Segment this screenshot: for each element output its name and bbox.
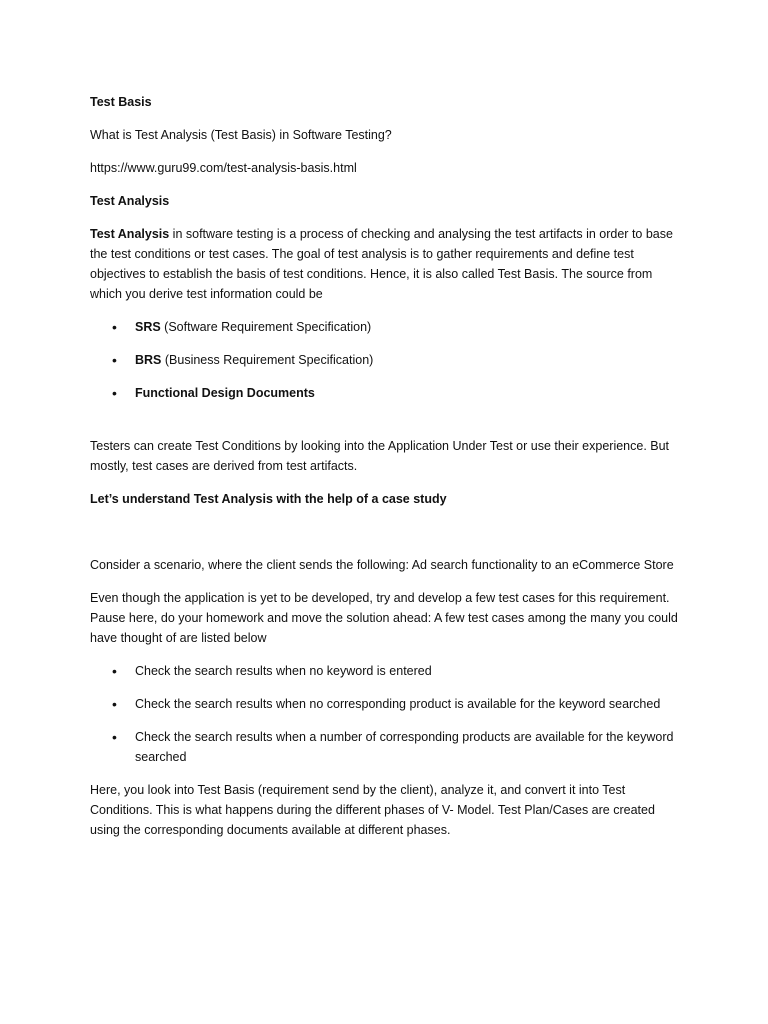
source-description: (Business Requirement Specification) xyxy=(161,353,374,367)
case-study-heading: Let’s understand Test Analysis with the help of a case study xyxy=(90,492,447,506)
intro-paragraph xyxy=(90,224,680,304)
spacer xyxy=(90,522,680,555)
sources-list xyxy=(90,317,680,403)
section-heading-test-analysis: Test Analysis xyxy=(90,194,170,208)
list-item-source xyxy=(90,350,680,370)
list-item-test-case xyxy=(90,661,680,681)
list-item-test-case xyxy=(90,694,680,714)
bullet-icon: • xyxy=(112,696,117,712)
homework-paragraph: Even though the application is yet to be developed, try and develop a few test cases for this requirement. Pause here, do your homework and move the solution ahead: A few test cases among the many you could have thought of are listed below xyxy=(90,591,678,645)
intro-lead-term: Test Analysis xyxy=(90,227,170,241)
source-description: (Software Requirement Specification) xyxy=(160,320,372,334)
list-item-test-case xyxy=(90,727,680,767)
bullet-icon: • xyxy=(112,352,117,368)
list-item-source xyxy=(90,317,680,337)
source-term: BRS xyxy=(135,353,162,367)
bullet-icon: • xyxy=(112,319,117,335)
bullet-icon: • xyxy=(112,663,117,679)
closing-paragraph: Here, you look into Test Basis (requirement send by the client), analyze it, and convert it into Test Conditions. This is what happens during the different phases of V- Model. Test Plan/Cases are created using the corresponding documents available at different phases. xyxy=(90,783,655,837)
test-cases-list xyxy=(90,661,680,767)
list-item-source xyxy=(90,383,680,403)
intro-text: in software testing is a process of checking and analysing the test artifacts in order to base the test conditions or test cases. The goal of test analysis is to gather requirements and define test objectives to establish the basis of test conditions. Hence, it is also called Test Basis. The source from which you derive test information could be xyxy=(90,227,673,301)
test-case-text: Check the search results when a number of corresponding products are available for the keyword searched xyxy=(135,730,674,764)
scenario-paragraph: Consider a scenario, where the client sends the following: Ad search functionality to an eCommerce Store xyxy=(90,558,674,572)
test-case-text: Check the search results when no corresponding product is available for the keyword searched xyxy=(135,697,661,711)
source-term: SRS xyxy=(135,320,161,334)
source-url: https://www.guru99.com/test-analysis-basis.html xyxy=(90,161,357,175)
spacer xyxy=(90,416,680,436)
document-title: Test Basis xyxy=(90,95,152,109)
test-case-text: Check the search results when no keyword is entered xyxy=(135,664,432,678)
source-term: Functional Design Documents xyxy=(135,386,315,400)
question-line: What is Test Analysis (Test Basis) in Software Testing? xyxy=(90,128,392,142)
testers-paragraph: Testers can create Test Conditions by looking into the Application Under Test or use their experience. But mostly, test cases are derived from test artifacts. xyxy=(90,439,670,473)
bullet-icon: • xyxy=(112,729,117,745)
document-body xyxy=(90,92,680,853)
bullet-icon: • xyxy=(112,385,117,401)
